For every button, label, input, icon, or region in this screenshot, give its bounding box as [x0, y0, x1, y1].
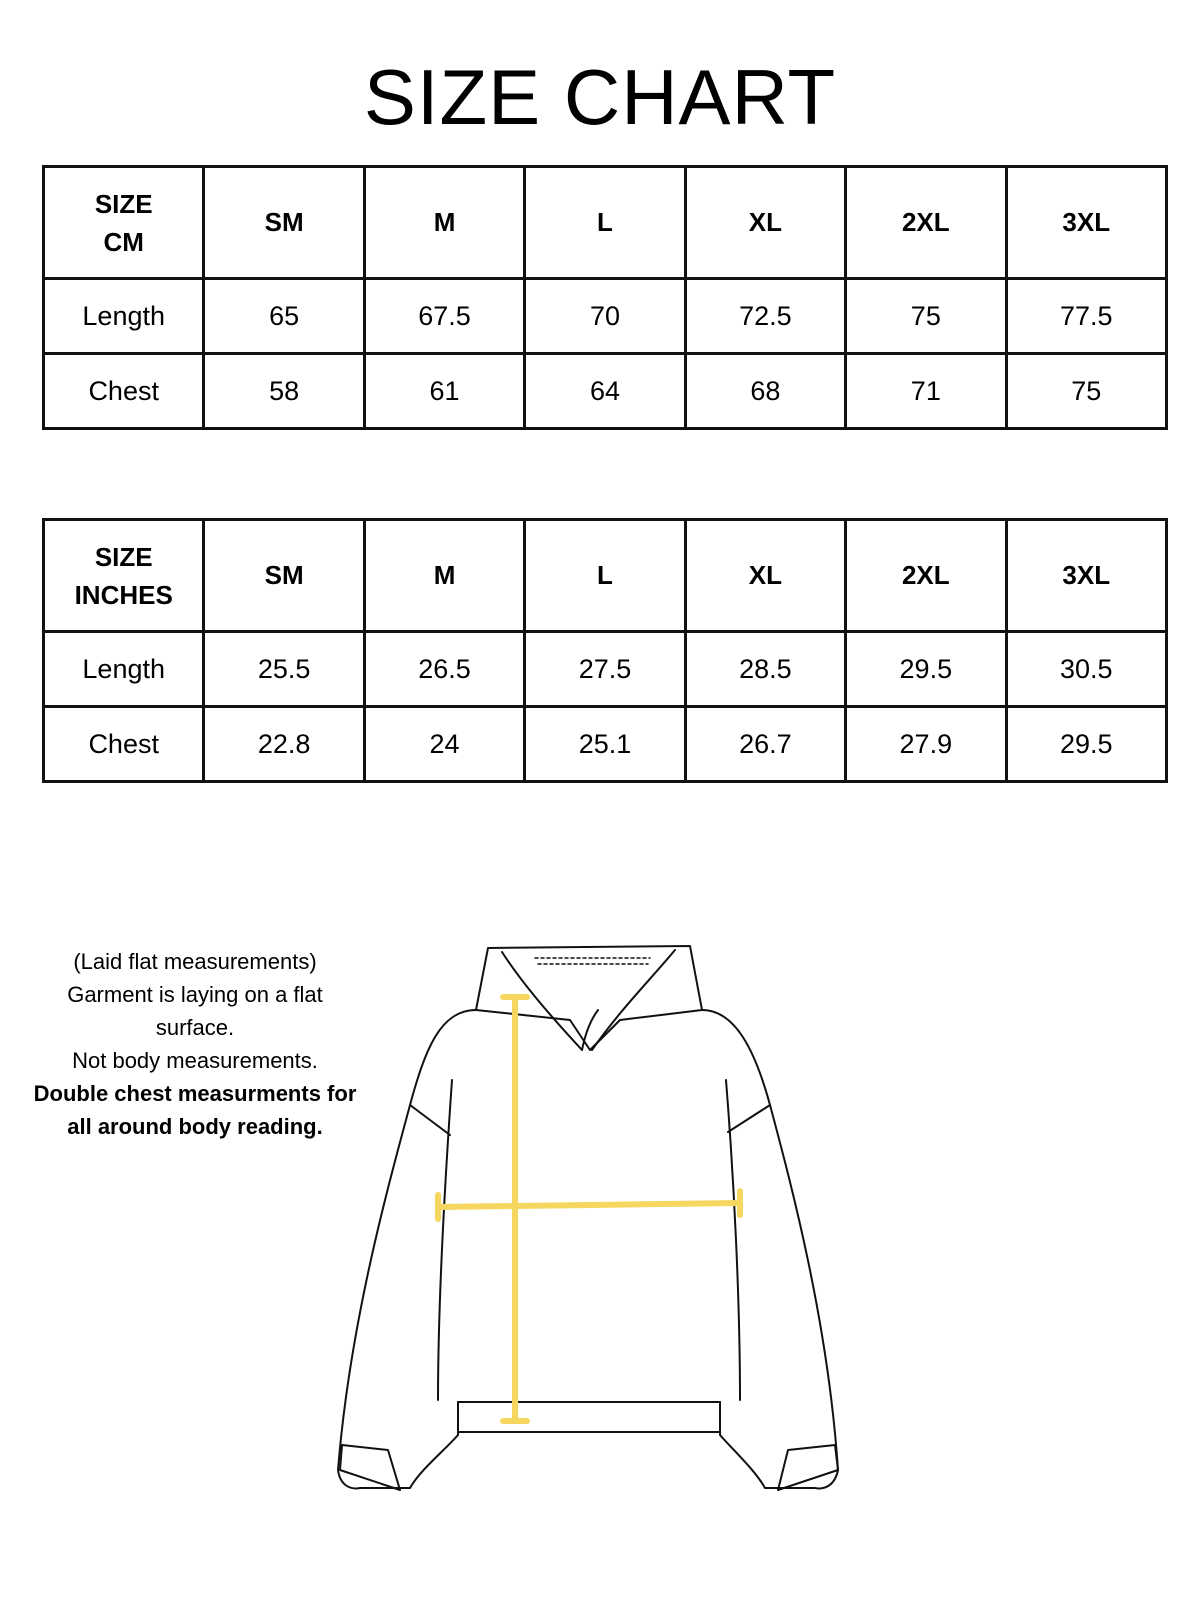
table-cell: 75	[1006, 354, 1166, 429]
table-cell: 27.5	[525, 632, 685, 707]
unit-label-size: SIZE	[94, 188, 153, 219]
page-title: SIZE CHART	[363, 53, 837, 141]
size-header: 3XL	[1006, 520, 1166, 632]
table-cell: 30.5	[1006, 632, 1166, 707]
table-cell: 68	[685, 354, 845, 429]
size-header: 2XL	[846, 167, 1006, 279]
size-table-cm	[42, 165, 1168, 430]
table-cell: 29.5	[1006, 707, 1166, 782]
table-cell: 28.5	[685, 632, 845, 707]
left-cuff	[340, 1445, 400, 1490]
table-cell: 75	[846, 279, 1006, 354]
unit-label-size: SIZE	[94, 541, 153, 572]
sleeve-seam	[410, 1105, 450, 1135]
size-header: M	[364, 520, 524, 632]
unit-label-cm: CM	[103, 226, 144, 257]
table-cell: 22.8	[204, 707, 364, 782]
table-cell: 67.5	[364, 279, 524, 354]
size-header: XL	[685, 167, 845, 279]
size-header: 2XL	[846, 520, 1006, 632]
unit-cell	[44, 520, 204, 632]
table-cell: 25.5	[204, 632, 364, 707]
note-line: Not body measurements.	[72, 1048, 318, 1073]
size-header: L	[525, 520, 685, 632]
table-cell: 72.5	[685, 279, 845, 354]
table-row	[44, 279, 1167, 354]
size-table-inches	[42, 518, 1168, 783]
measurement-note	[30, 945, 360, 1143]
measurement-guides	[438, 997, 740, 1421]
table-header-row	[44, 167, 1167, 279]
table-header-row	[44, 520, 1167, 632]
row-label-chest: Chest	[44, 707, 204, 782]
unit-label-inches: INCHES	[74, 579, 173, 610]
size-header: SM	[204, 520, 364, 632]
table-cell: 70	[525, 279, 685, 354]
note-bold: Double chest measurments for all around body reading.	[33, 1081, 357, 1139]
table-cell: 65	[204, 279, 364, 354]
table-cell: 61	[364, 354, 524, 429]
size-header: XL	[685, 520, 845, 632]
unit-cell	[44, 167, 204, 279]
table-row	[44, 354, 1167, 429]
table-cell: 26.5	[364, 632, 524, 707]
table-cell: 71	[846, 354, 1006, 429]
table-row	[44, 632, 1167, 707]
row-label-chest: Chest	[44, 354, 204, 429]
table-cell: 29.5	[846, 632, 1006, 707]
table-cell: 25.1	[525, 707, 685, 782]
table-cell: 27.9	[846, 707, 1006, 782]
hoodie-icon	[330, 940, 890, 1540]
right-cuff	[778, 1445, 838, 1490]
size-header: 3XL	[1006, 167, 1166, 279]
table-cell: 64	[525, 354, 685, 429]
table-cell: 24	[364, 707, 524, 782]
table-row	[44, 707, 1167, 782]
row-label-length: Length	[44, 632, 204, 707]
chest-measure-line	[438, 1203, 740, 1207]
size-header: M	[364, 167, 524, 279]
table-cell: 26.7	[685, 707, 845, 782]
size-header: SM	[204, 167, 364, 279]
size-header: L	[525, 167, 685, 279]
row-label-length: Length	[44, 279, 204, 354]
waistband	[458, 1402, 720, 1432]
note-line: (Laid flat measurements)	[73, 949, 317, 974]
hoodie-body	[338, 1010, 838, 1488]
table-cell: 77.5	[1006, 279, 1166, 354]
sleeve-seam	[728, 1105, 770, 1132]
table-cell: 58	[204, 354, 364, 429]
note-line: Garment is laying on a flat surface.	[67, 982, 323, 1040]
